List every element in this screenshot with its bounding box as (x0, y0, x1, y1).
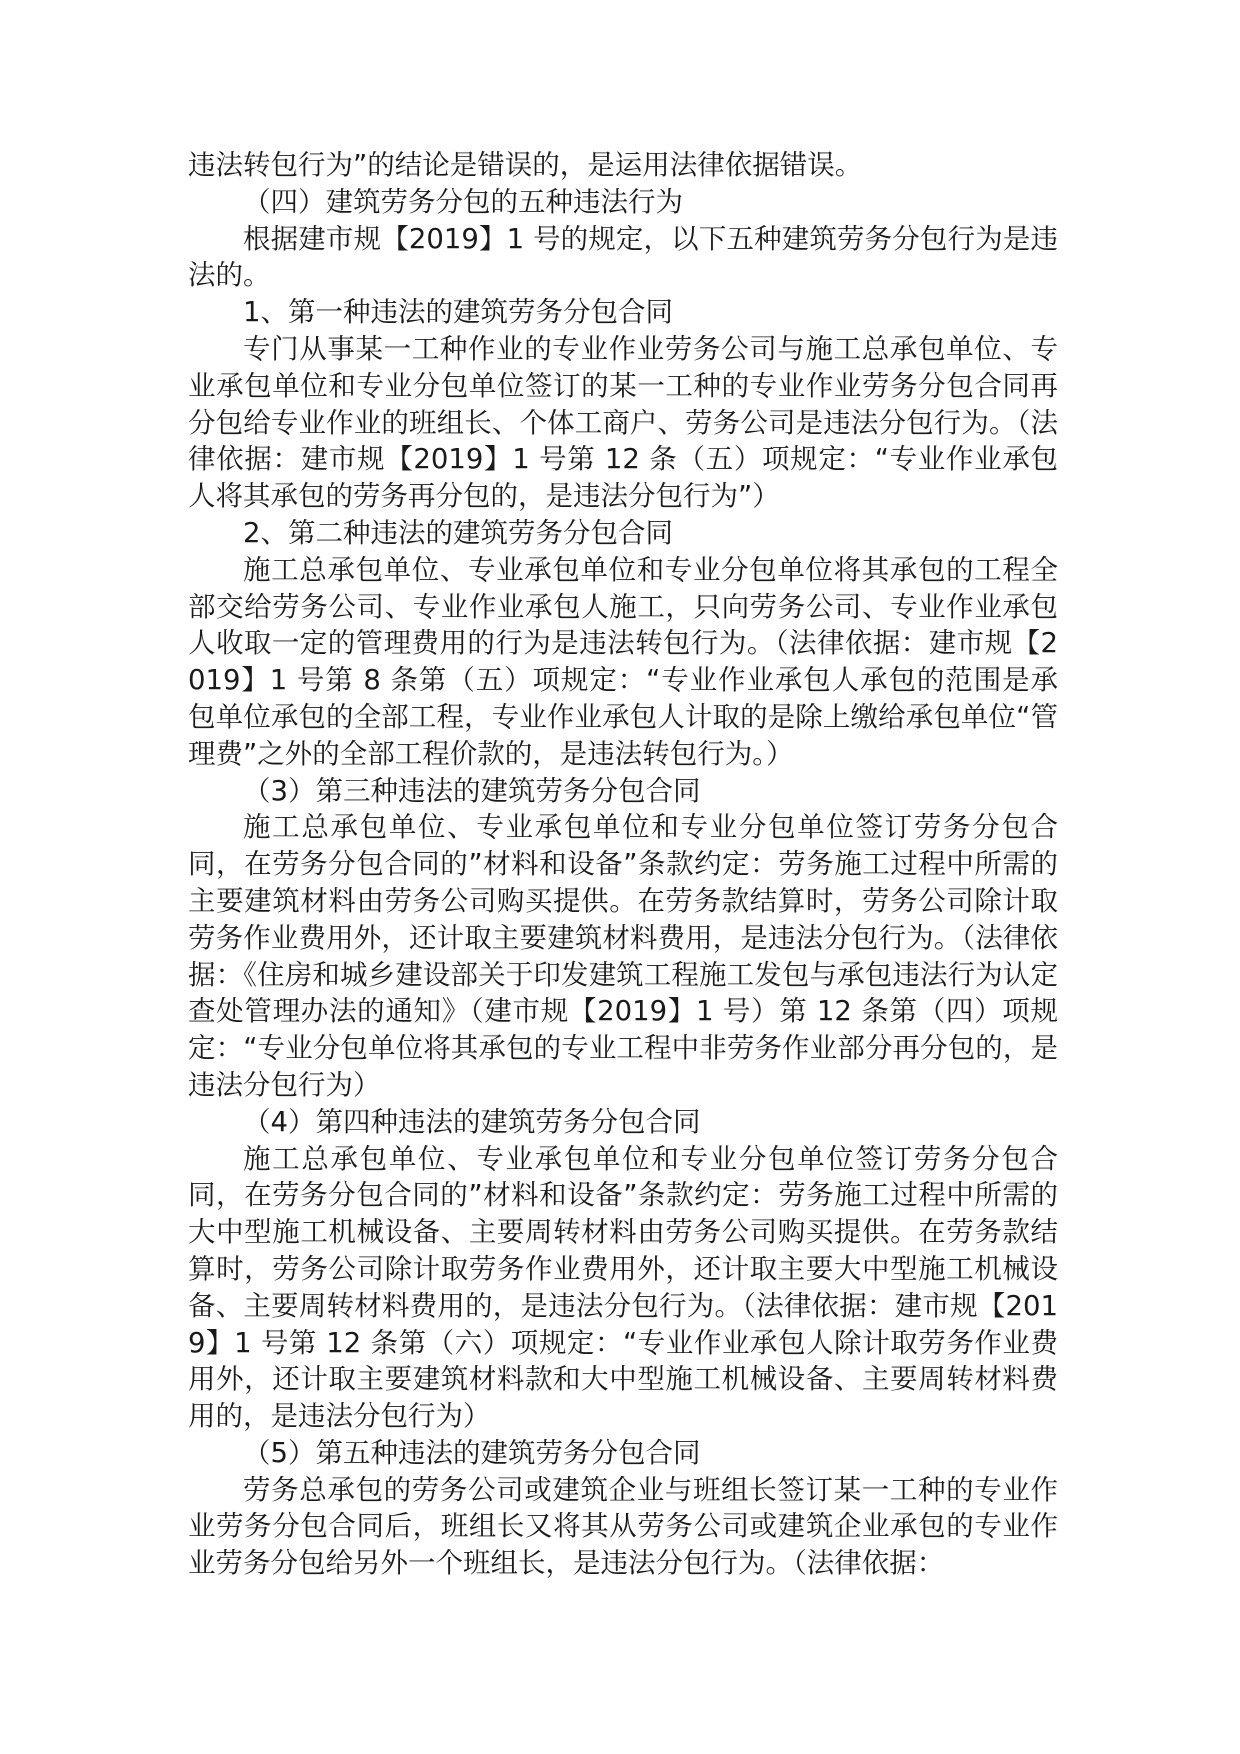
subheading-fifth: （5）第五种违法的建筑劳务分包合同 (243, 1436, 701, 1469)
paragraph-fifth: 劳务总承包的劳务公司或建筑企业与班组长签订某一工种的专业作业劳务分包合同后，班组长又将其从劳务公司或建筑企业承包的专业作业劳务分包给另外一个班组长，是违法分包行为。（法律依据： (188, 1473, 1058, 1580)
subheading-first: 1、第一种违法的建筑劳务分包合同 (243, 296, 673, 329)
section-heading-four: （四）建筑劳务分包的五种违法行为 (243, 185, 683, 218)
subheading-fourth: （4）第四种违法的建筑劳务分包合同 (243, 1105, 701, 1138)
paragraph-fourth: 施工总承包单位、专业承包单位和专业分包单位签订劳务分包合同，在劳务分包合同的”材料和设备”条款约定：劳务施工过程中所需的大中型施工机械设备、主要周转材料由劳务公司购买提供。在劳务款结算时，劳务公司除计取劳务作业费用外，还计取主要大中型施工机械设备、主要周转材料费用的，是违法分包行为。（法律依据：建市规【2019】1 号第 12 条第（六）项规定：“专业作业承包人除计取劳务作业费用外，还计取主要建筑材料款和大中型施工机械设备、主要周转材料费用的，是违法分包行为） (188, 1142, 1058, 1433)
paragraph-first: 专门从事某一工种作业的专业作业劳务公司与施工总承包单位、专业承包单位和专业分包单位签订的某一工种的专业作业劳务分包合同再分包给专业作业的班组长、个体工商户、劳务公司是违法分包行为。（法律依据：建市规【2019】1 号第 12 条（五）项规定：“专业作业承包人将其承包的劳务再分包的，是违法分包行为”） (188, 332, 1058, 513)
subheading-third: （3）第三种违法的建筑劳务分包合同 (243, 774, 701, 807)
paragraph-continuation: 违法转包行为”的结论是错误的，是运用法律依据错误。 (188, 149, 863, 181)
paragraph-third: 施工总承包单位、专业承包单位和专业分包单位签订劳务分包合同，在劳务分包合同的”材料和设备”条款约定：劳务施工过程中所需的主要建筑材料由劳务公司购买提供。在劳务款结算时，劳务公司除计取劳务作业费用外，还计取主要建筑材料费用，是违法分包行为。（法律依据：《住房和城乡建设部关于印发建筑工程施工发包与承包违法行为认定查处管理办法的通知》（建市规【2019】1 号）第 12 条第（四）项规定：“专业分包单位将其承包的专业工程中非劳务作业部分再分包的，是违法分包行为） (188, 811, 1058, 1101)
document-body (188, 147, 1058, 1582)
paragraph-second: 施工总承包单位、专业承包单位和专业分包单位将其承包的工程全部交给劳务公司、专业作业承包人施工，只向劳务公司、专业作业承包人收取一定的管理费用的行为是违法转包行为。（法律依据：建市规【2019】1 号第 8 条第（五）项规定：“专业作业承包人承包的范围是承包单位承包的全部工程，专业作业承包人计取的是除上缴给承包单位“管理费”之外的全部工程价款的，是违法转包行为。） (188, 553, 1058, 770)
paragraph-intro: 根据建市规【2019】1 号的规定，以下五种建筑劳务分包行为是违法的。 (188, 222, 1058, 292)
subheading-second: 2、第二种违法的建筑劳务分包合同 (243, 516, 673, 549)
